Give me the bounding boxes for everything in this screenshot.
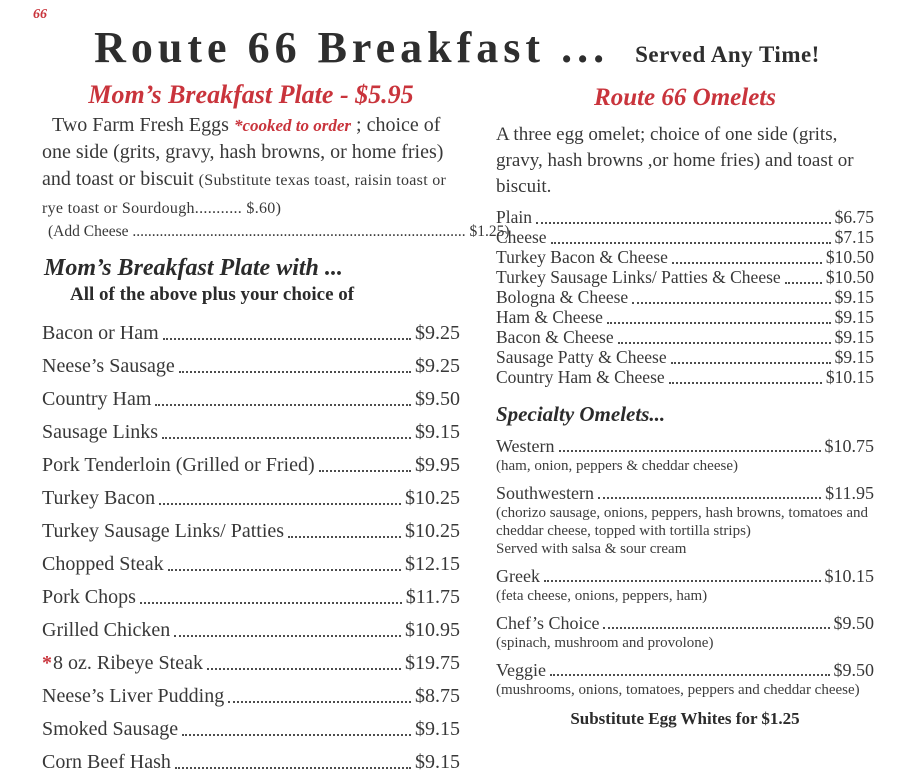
item-name: Grilled Chicken <box>42 619 171 641</box>
ribeye-asterisk: * <box>42 652 52 674</box>
breakfast-plate-section <box>42 76 510 774</box>
item-name: Sausage Patty & Cheese <box>496 347 667 367</box>
menu-item-row <box>42 312 460 345</box>
corner-66-mark: 66 <box>33 7 47 22</box>
item-name: Country Ham <box>42 388 152 410</box>
menu-item-row <box>496 228 874 248</box>
breakfast-plate-description <box>42 112 460 222</box>
item-serving-note: Served with salsa & sour cream <box>496 541 687 557</box>
item-price: $12.15 <box>405 553 460 575</box>
dot-leader <box>618 342 831 344</box>
dot-leader <box>179 371 411 373</box>
specialty-item <box>496 659 874 699</box>
description-body: ; choice of one side (grits, gravy, hash browns, or home fries) and toast or biscuit <box>42 114 444 190</box>
dot-leader <box>159 503 401 505</box>
served-any-time-tagline: Served Any Time! <box>635 42 820 67</box>
item-price: $8.75 <box>415 685 460 707</box>
menu-item-row <box>496 482 874 504</box>
item-price: $9.50 <box>833 613 874 633</box>
item-name: Smoked Sausage <box>42 718 179 740</box>
item-price: $7.15 <box>834 227 874 247</box>
menu-item-row <box>496 348 874 368</box>
dot-leader <box>672 262 822 264</box>
item-price: $9.25 <box>415 322 460 344</box>
specialty-item <box>496 482 874 558</box>
omelets-description: A three egg omelet; choice of one side (grits, gravy, hash browns ,or home fries) and toast or biscuit. <box>496 124 854 197</box>
menu-item-row <box>496 435 874 457</box>
menu-item-row <box>42 642 460 675</box>
item-ingredients: (feta cheese, onions, peppers, ham) <box>496 588 708 604</box>
item-name: Neese’s Sausage <box>42 355 175 377</box>
menu-item-row <box>496 368 874 388</box>
add-cheese-line: (Add Cheese ...................................................................................... $1.25) <box>48 223 510 240</box>
dot-leader <box>536 222 831 224</box>
item-name: Greek <box>496 566 540 586</box>
dot-leader <box>632 302 830 304</box>
specialty-omelets-heading: Specialty Omelets... <box>496 402 666 426</box>
item-name: Plain <box>496 207 532 227</box>
item-price: $10.50 <box>825 247 874 267</box>
item-price: $10.50 <box>825 267 874 287</box>
item-name: Bologna & Cheese <box>496 287 629 307</box>
item-name: Western <box>496 436 555 456</box>
item-name: Turkey Bacon & Cheese <box>496 247 668 267</box>
menu-item-row <box>42 708 460 741</box>
dot-leader <box>607 322 831 324</box>
menu-item-row <box>42 444 460 477</box>
item-name: Neese’s Liver Pudding <box>42 685 225 707</box>
dot-leader <box>544 580 821 582</box>
item-price: $10.25 <box>405 520 460 542</box>
choice-of-line: All of the above plus your choice of <box>70 284 355 305</box>
item-price: $11.75 <box>405 586 460 608</box>
menu-item-row <box>496 288 874 308</box>
item-price: $9.25 <box>415 355 460 377</box>
cooked-to-order-note: *cooked to order <box>233 116 352 135</box>
item-price: $10.15 <box>824 566 874 586</box>
menu-item-row <box>496 208 874 228</box>
substitute-toast-note: (Substitute texas toast, raisin toast or rye toast or Sourdough........... $.60) <box>42 172 447 217</box>
menu-item-row <box>42 741 460 774</box>
menu-item-row <box>496 328 874 348</box>
menu-item-row <box>496 659 874 681</box>
menu-item-row <box>496 248 874 268</box>
item-price: $9.15 <box>834 347 874 367</box>
dot-leader <box>155 404 411 406</box>
dot-leader <box>182 734 411 736</box>
menu-header <box>0 0 914 70</box>
dot-leader <box>175 767 411 769</box>
plate-with-heading: Mom’s Breakfast Plate with ... <box>44 255 343 281</box>
dot-leader <box>671 362 831 364</box>
breakfast-plate-heading: Mom’s Breakfast Plate - $5.95 <box>88 80 414 109</box>
specialty-item <box>496 435 874 475</box>
item-price: $10.75 <box>824 436 874 456</box>
dot-leader <box>551 242 831 244</box>
menu-item-row <box>42 477 460 510</box>
dot-leader <box>669 382 822 384</box>
item-price: $9.15 <box>834 287 874 307</box>
dot-leader <box>559 450 821 452</box>
menu-item-row <box>42 609 460 642</box>
item-price: $9.15 <box>415 718 460 740</box>
item-price: $10.15 <box>825 367 874 387</box>
item-price: $19.75 <box>405 652 460 674</box>
item-price: $9.15 <box>415 751 460 773</box>
dot-leader <box>550 674 830 676</box>
dot-leader <box>603 627 829 629</box>
description-intro: Two Farm Fresh Eggs <box>52 114 234 136</box>
item-ingredients: (chorizo sausage, onions, peppers, hash browns, tomatoes and cheddar cheese, topped with tortilla strips) <box>496 505 868 539</box>
item-price: $11.95 <box>825 483 874 503</box>
dot-leader <box>163 338 411 340</box>
item-ingredients: (mushrooms, onions, tomatoes, peppers and cheddar cheese) <box>496 682 860 698</box>
omelets-section <box>496 76 874 774</box>
dot-leader <box>319 470 411 472</box>
menu-item-row <box>42 378 460 411</box>
item-name: Sausage Links <box>42 421 159 443</box>
item-price: $9.50 <box>415 388 460 410</box>
item-price: $9.15 <box>415 421 460 443</box>
item-name: Chef’s Choice <box>496 613 600 633</box>
item-name: Country Ham & Cheese <box>496 367 665 387</box>
item-name: Chopped Steak <box>42 553 164 575</box>
item-price: $9.95 <box>415 454 460 476</box>
item-price: $10.25 <box>405 487 460 509</box>
item-name: Pork Tenderloin (Grilled or Fried) <box>42 454 315 476</box>
item-name: Bacon & Cheese <box>496 327 614 347</box>
menu-item-row <box>496 565 874 587</box>
breakfast-items-list <box>42 312 460 774</box>
item-name: Veggie <box>496 660 546 680</box>
menu-item-row <box>42 675 460 708</box>
item-name: Ham & Cheese <box>496 307 603 327</box>
item-name <box>42 652 203 675</box>
item-ingredients: (spinach, mushroom and provolone) <box>496 635 714 651</box>
item-price: $10.95 <box>405 619 460 641</box>
item-name: Turkey Sausage Links/ Patties <box>42 520 285 542</box>
dot-leader <box>207 668 401 670</box>
dot-leader <box>228 701 411 703</box>
menu-item-row <box>42 576 460 609</box>
dot-leader <box>162 437 411 439</box>
menu-item-row <box>42 543 460 576</box>
dot-leader <box>174 635 401 637</box>
item-name: Southwestern <box>496 483 594 503</box>
menu-item-row <box>496 268 874 288</box>
item-price: $9.50 <box>833 660 874 680</box>
dot-leader <box>168 569 401 571</box>
egg-whites-footnote: Substitute Egg Whites for $1.25 <box>570 709 800 728</box>
item-name: Bacon or Ham <box>42 322 159 344</box>
item-name: Corn Beef Hash <box>42 751 171 773</box>
item-name: Cheese <box>496 227 547 247</box>
item-price: $9.15 <box>834 327 874 347</box>
specialty-item <box>496 612 874 652</box>
dot-leader <box>785 282 822 284</box>
item-name-text: 8 oz. Ribeye Steak <box>53 652 203 674</box>
omelets-heading: Route 66 Omelets <box>594 84 776 111</box>
item-ingredients: (ham, onion, peppers & cheddar cheese) <box>496 458 738 474</box>
menu-item-row <box>496 612 874 634</box>
item-name: Pork Chops <box>42 586 136 608</box>
item-price: $6.75 <box>834 207 874 227</box>
menu-columns <box>0 70 914 774</box>
omelet-items-list <box>496 208 874 388</box>
page-title: Route 66 Breakfast ... <box>94 23 610 72</box>
menu-item-row <box>42 345 460 378</box>
menu-item-row <box>496 308 874 328</box>
item-price: $9.15 <box>834 307 874 327</box>
dot-leader <box>288 536 401 538</box>
menu-item-row <box>42 510 460 543</box>
dot-leader <box>140 602 402 604</box>
item-name: Turkey Sausage Links/ Patties & Cheese <box>496 267 781 287</box>
item-name: Turkey Bacon <box>42 487 156 509</box>
menu-item-row <box>42 411 460 444</box>
specialty-item <box>496 565 874 605</box>
dot-leader <box>598 497 821 499</box>
